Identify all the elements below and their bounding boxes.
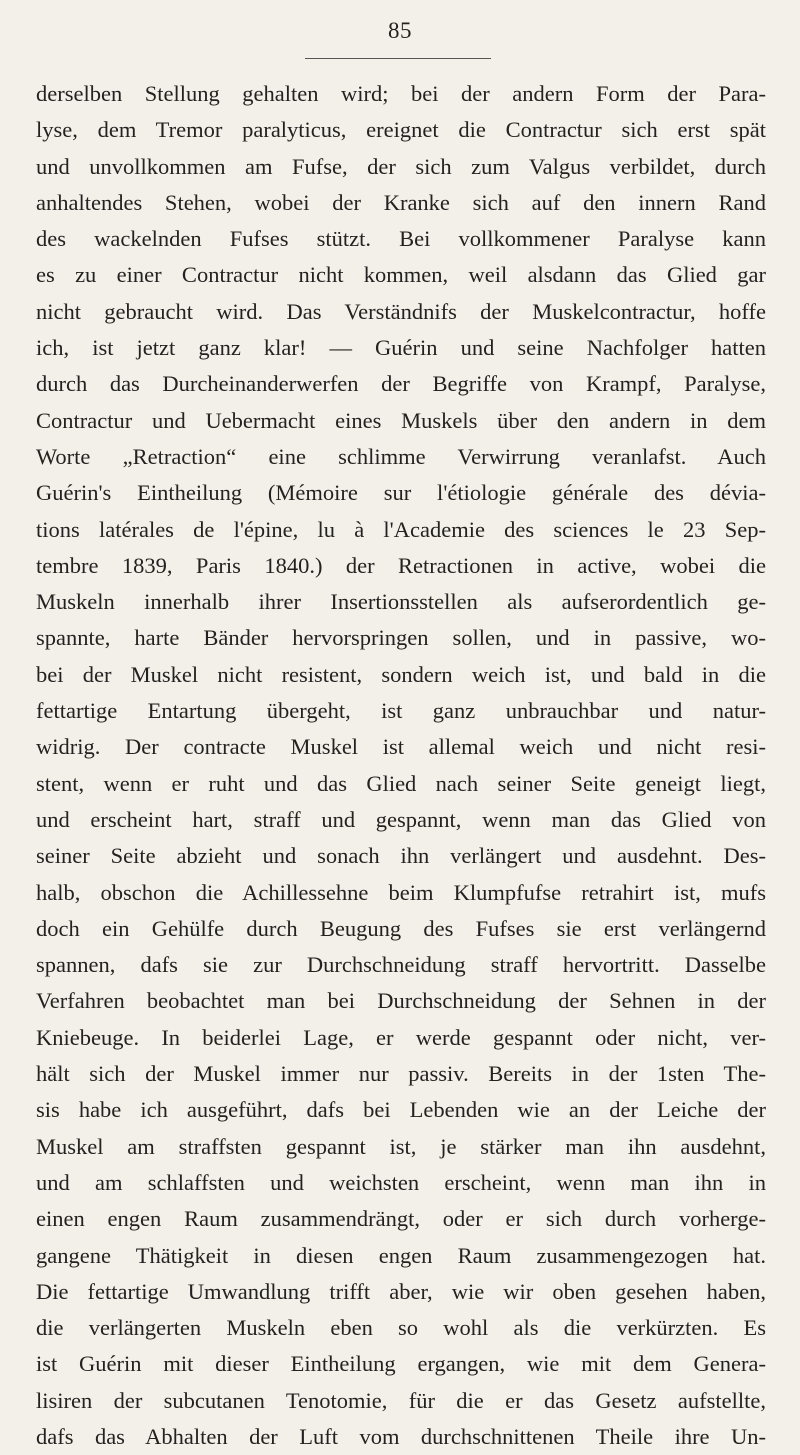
text-line: Contractur und Uebermacht eines Muskels über den andern in dem: [36, 407, 766, 433]
text-line: lisiren der subcutanen Tenotomie, für die er das Gesetz aufstellte,: [36, 1387, 766, 1413]
text-line: nicht gebraucht wird. Das Verständnifs der Muskelcontractur, hoffe: [36, 298, 766, 324]
text-line: seiner Seite abzieht und sonach ihn verlängert und ausdehnt. Des-: [36, 843, 766, 869]
text-line: und unvollkommen am Fufse, der sich zum Valgus verbildet, durch: [36, 153, 766, 179]
text-line: anhaltendes Stehen, wobei der Kranke sich auf den innern Rand: [36, 189, 766, 215]
text-line: Muskel am straffsten gespannt ist, je stärker man ihn ausdehnt,: [36, 1133, 766, 1159]
text-line: Verfahren beobachtet man bei Durchschneidung der Sehnen in der: [36, 988, 766, 1014]
text-line: spannte, harte Bänder hervorspringen sollen, und in passive, wo-: [36, 625, 766, 651]
text-line: bei der Muskel nicht resistent, sondern weich ist, und bald in die: [36, 661, 766, 687]
header-rule: [305, 58, 491, 59]
text-line: doch ein Gehülfe durch Beugung des Fufses sie erst verlängernd: [36, 915, 766, 941]
text-line: gangene Thätigkeit in diesen engen Raum zusammengezogen hat.: [36, 1242, 766, 1268]
text-line: halb, obschon die Achillessehne beim Klumpfufse retrahirt ist, mufs: [36, 879, 766, 905]
text-line: dafs das Abhalten der Luft vom durchschnittenen Theile ihre Un-: [36, 1423, 766, 1449]
text-line: durch das Durcheinanderwerfen der Begriffe von Krampf, Paralyse,: [36, 371, 766, 397]
text-line: Guérin's Eintheilung (Mémoire sur l'étiologie générale des dévia-: [36, 480, 766, 506]
text-line: tembre 1839, Paris 1840.) der Retractionen in active, wobei die: [36, 552, 766, 578]
text-line: fettartige Entartung übergeht, ist ganz unbrauchbar und natur-: [36, 698, 766, 724]
body-text: [36, 76, 766, 1455]
text-line: Worte „Retraction“ eine schlimme Verwirrung veranlafst. Auch: [36, 443, 766, 469]
text-line: und erscheint hart, straff und gespannt, wenn man das Glied von: [36, 806, 766, 832]
text-line: es zu einer Contractur nicht kommen, weil alsdann das Glied gar: [36, 262, 766, 288]
text-line: und am schlaffsten und weichsten erscheint, wenn man ihn in: [36, 1169, 766, 1195]
text-line: stent, wenn er ruht und das Glied nach seiner Seite geneigt liegt,: [36, 770, 766, 796]
page-number: 85: [388, 18, 412, 43]
text-line: ich, ist jetzt ganz klar! — Guérin und seine Nachfolger hatten: [36, 335, 766, 361]
text-line: tions latérales de l'épine, lu à l'Academie des sciences le 23 Sep-: [36, 516, 766, 542]
text-line: sis habe ich ausgeführt, dafs bei Lebenden wie an der Leiche der: [36, 1097, 766, 1123]
text-line: hält sich der Muskel immer nur passiv. Bereits in der 1sten The-: [36, 1061, 766, 1087]
text-line: einen engen Raum zusammendrängt, oder er sich durch vorherge-: [36, 1206, 766, 1232]
text-line: derselben Stellung gehalten wird; bei der andern Form der Para-: [36, 81, 766, 106]
text-line: spannen, dafs sie zur Durchschneidung straff hervortritt. Dasselbe: [36, 952, 766, 978]
text-line: lyse, dem Tremor paralyticus, ereignet die Contractur sich erst spät: [36, 117, 766, 143]
text-line: widrig. Der contracte Muskel ist allemal weich und nicht resi-: [36, 734, 766, 760]
text-line: die verlängerten Muskeln eben so wohl als die verkürzten. Es: [36, 1315, 766, 1341]
text-line: des wackelnden Fufses stützt. Bei vollkommener Paralyse kann: [36, 226, 766, 252]
text-line: Kniebeuge. In beiderlei Lage, er werde gespannt oder nicht, ver-: [36, 1024, 766, 1050]
text-line: Muskeln innerhalb ihrer Insertionsstellen als aufserordentlich ge-: [36, 589, 766, 615]
text-line: ist Guérin mit dieser Eintheilung ergangen, wie mit dem Genera-: [36, 1351, 766, 1377]
text-line: Die fettartige Umwandlung trifft aber, wie wir oben gesehen haben,: [36, 1278, 766, 1304]
